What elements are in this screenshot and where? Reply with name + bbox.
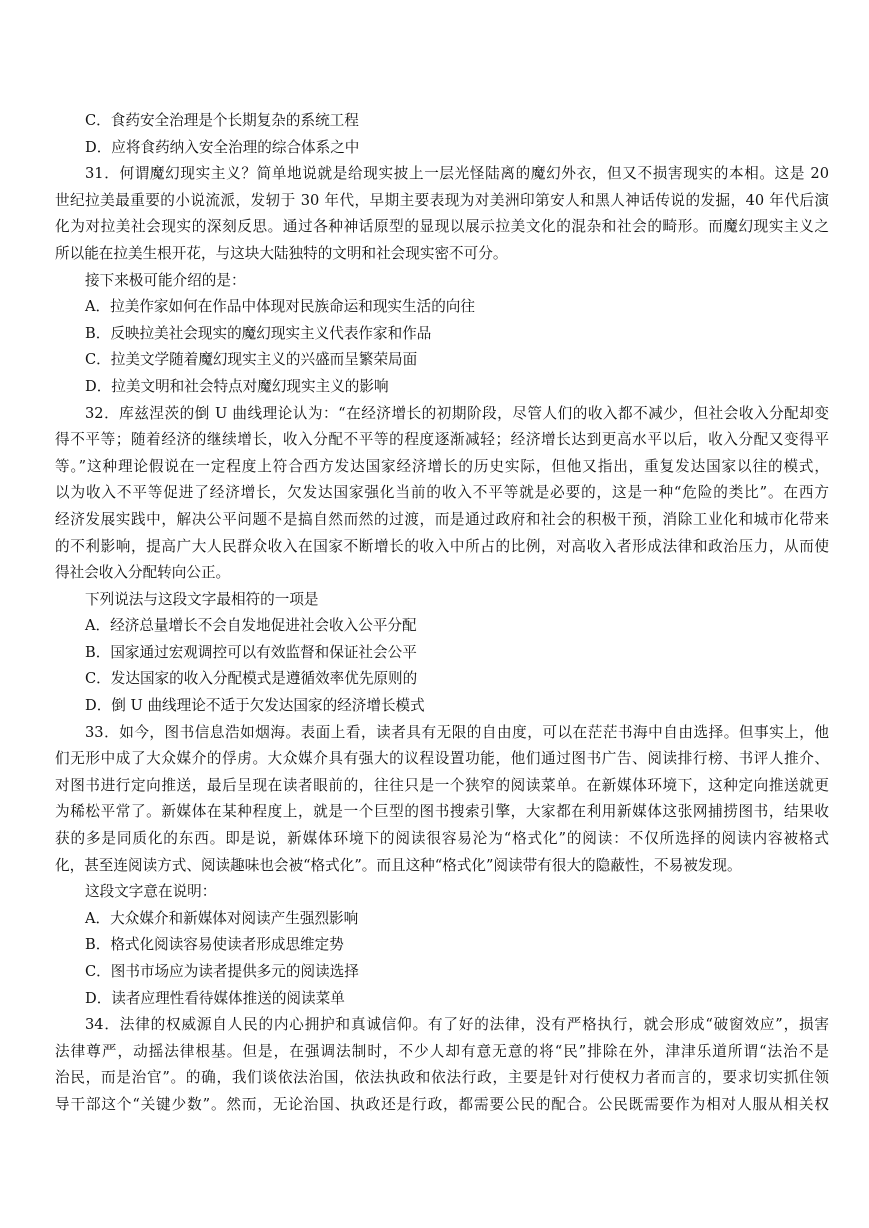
- q33-line: 们无形中成了大众媒介的俘虏。大众媒介具有强大的议程设置功能，他们通过图书广告、阅读排行榜、书评人推介、: [55, 750, 829, 768]
- q33-line: 获的多是同质化的东西。即是说，新媒体环境下的阅读很容易沦为“格式化”的阅读：不仅所选择的阅读内容被格式: [55, 830, 829, 848]
- q32-line: 得社会收入分配转向公正。: [55, 564, 231, 582]
- q31-line: 世纪拉美最重要的小说流派，发轫于 30 年代，早期主要表现为对美洲印第安人和黑人神话传说的发掘，40 年代后演: [55, 191, 829, 209]
- q31-passage: [55, 161, 829, 267]
- q33-line: 33．如今，图书信息浩如烟海。表面上看，读者具有无限的自由度，可以在茫茫书海中自由选择。但事实上，他: [85, 723, 829, 741]
- q33-prompt: 这段文字意在说明：: [85, 883, 217, 901]
- q33-line: 为稀松平常了。新媒体在某种程度上，就是一个巨型的图书搜索引擎，大家都在利用新媒体这张网捕捞图书，结果收: [55, 803, 829, 821]
- q31-option-b: B．反映拉美社会现实的魔幻现实主义代表作家和作品: [85, 324, 432, 342]
- q32-line: 等。”这种理论假说在一定程度上符合西方发达国家经济增长的历史实际，但他又指出，重复发达国家以往的模式，: [55, 457, 829, 475]
- q32-option-c: C．发达国家的收入分配模式是遵循效率优先原则的: [85, 670, 418, 688]
- q32-line: 得不平等；随着经济的继续增长，收入分配不平等的程度逐渐减轻；经济增长达到更高水平以后，收入分配又变得平: [55, 431, 829, 449]
- q33-line: 化，甚至连阅读方式、阅读趣味也会被“格式化”。而且这种“格式化”阅读带有很大的隐蔽性，不易被发现。: [55, 856, 742, 874]
- q34-line: 导干部这个“关键少数”。然而，无论治国、执政还是行政，都需要公民的配合。公民既需要作为相对人服从相关权: [55, 1095, 829, 1113]
- q31-option-c: C．拉美文学随着魔幻现实主义的兴盛而呈繁荣局面: [85, 351, 418, 369]
- q34-line: 法律尊严，动摇法律根基。但是，在强调法制时，不少人却有意无意的将“民”排除在外，津津乐道所谓“法治不是: [55, 1042, 829, 1060]
- q34-passage: [55, 1012, 829, 1118]
- q32-option-a: A．经济总量增长不会自发地促进社会收入公平分配: [85, 617, 417, 635]
- q33-passage: [55, 720, 829, 880]
- q32-option-b: B．国家通过宏观调控可以有效监督和保证社会公平: [85, 643, 417, 661]
- q31-line: 所以能在拉美生根开花，与这块大陆独特的文明和社会现实密不可分。: [55, 244, 508, 262]
- q31-prompt: 接下来极可能介绍的是：: [85, 271, 246, 289]
- q32-line: 以为收入不平等促进了经济增长，欠发达国家强化当前的收入不平等就是必要的，这是一种“危险的类比”。在西方: [55, 484, 829, 502]
- q30-option-d: D．应将食药纳入安全治理的综合体系之中: [85, 138, 360, 156]
- q34-line: 34．法律的权威源自人民的内心拥护和真诚信仰。有了好的法律，没有严格执行，就会形成“破窗效应”，损害: [85, 1016, 829, 1034]
- q32-passage: [55, 401, 829, 587]
- q32-line: 32．库兹涅茨的倒 U 曲线理论认为：“在经济增长的初期阶段，尽管人们的收入都不减少，但社会收入分配却变: [85, 404, 829, 422]
- question-text-body: [55, 108, 829, 1119]
- q30-option-c: C．食药安全治理是个长期复杂的系统工程: [85, 112, 359, 129]
- q32-prompt: 下列说法与这段文字最相符的一项是: [85, 590, 319, 608]
- q32-option-d: D．倒 U 曲线理论不适于欠发达国家的经济增长模式: [85, 697, 425, 715]
- q33-option-b: B．格式化阅读容易使读者形成思维定势: [85, 936, 344, 954]
- q32-line: 的不利影响，提高广大人民群众收入在国家不断增长的收入中所占的比例，对高收入者形成法律和政治压力，从而使: [55, 537, 829, 555]
- q31-option-a: A．拉美作家如何在作品中体现对民族命运和现实生活的向往: [85, 298, 475, 316]
- q33-line: 对图书进行定向推送，最后呈现在读者眼前的，往往只是一个狭窄的阅读菜单。在新媒体环境下，这种定向推送就更: [55, 776, 829, 794]
- q33-option-a: A．大众媒介和新媒体对阅读产生强烈影响: [85, 909, 359, 927]
- q31-line: 31．何谓魔幻现实主义？简单地说就是给现实披上一层光怪陆离的魔幻外衣，但又不损害现实的本相。这是 20: [85, 165, 829, 183]
- q32-line: 经济发展实践中，解决公平问题不是搞自然而然的过渡，而是通过政府和社会的积极干预，消除工业化和城市化带来: [55, 510, 829, 528]
- q34-line: 治民，而是治官”。的确，我们谈依法治国，依法执政和依法行政，主要是针对行使权力者而言的，要求切实抓住领: [55, 1069, 829, 1087]
- q33-option-d: D．读者应理性看待媒体推送的阅读菜单: [85, 989, 345, 1007]
- q31-line: 化为对拉美社会现实的深刻反思。通过各种神话原型的显现以展示拉美文化的混杂和社会的畸形。而魔幻现实主义之: [55, 218, 829, 236]
- q33-option-c: C．图书市场应为读者提供多元的阅读选择: [85, 963, 359, 980]
- q31-option-d: D．拉美文明和社会特点对魔幻现实主义的影响: [85, 377, 389, 395]
